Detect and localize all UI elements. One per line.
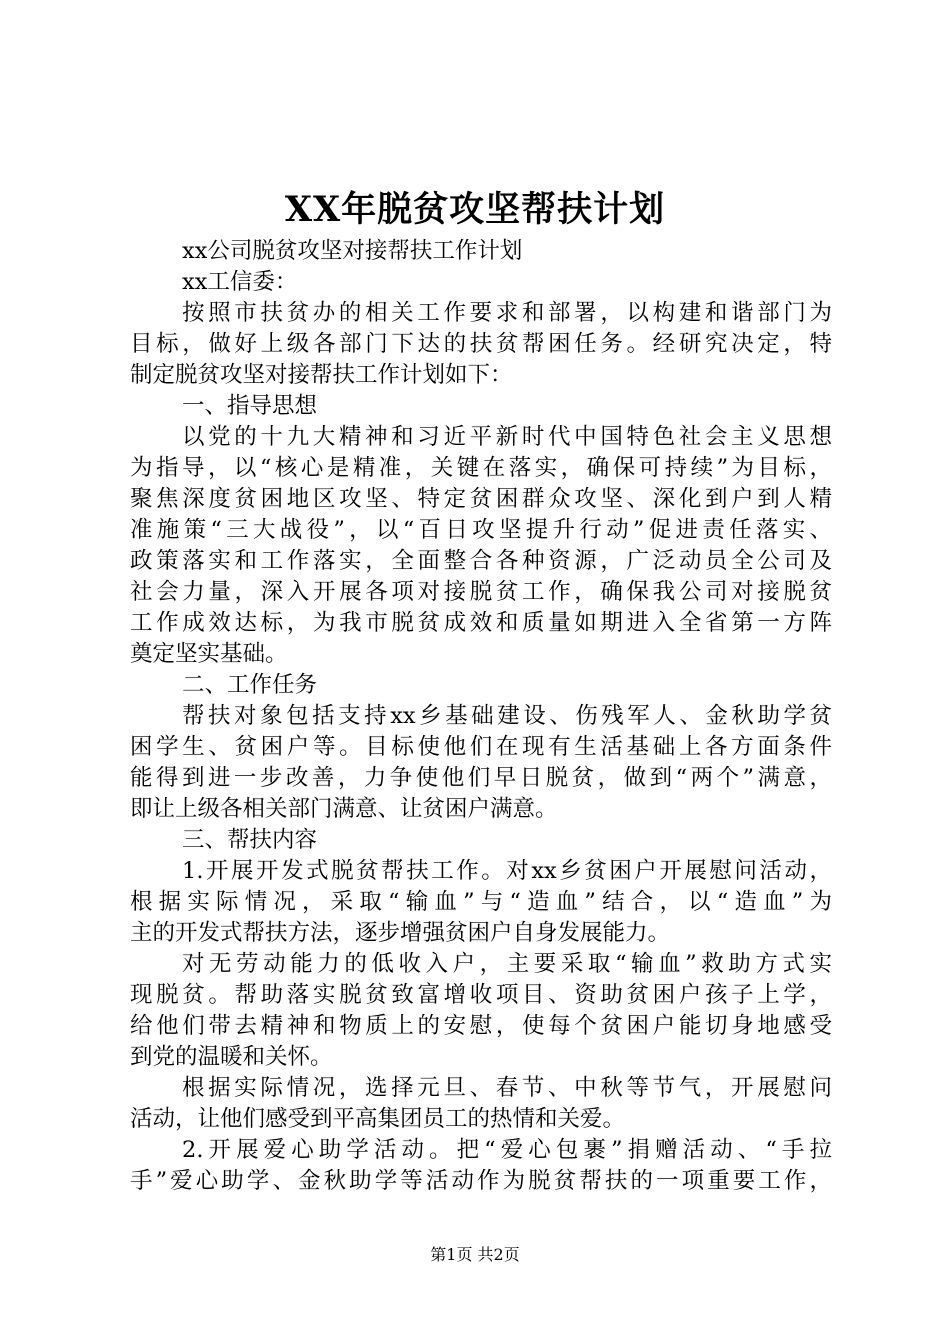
paragraph-line: 现脱贫。帮助落实脱贫致富增收项目、资助贫困户孩子上学， xyxy=(130,982,832,1008)
paragraph-line: 帮扶对象包括支持xx乡基础建设、伤残军人、金秋助学贫 xyxy=(182,703,832,729)
paragraph-line: 主的开发式帮扶方法，逐步增强贫困户自身发展能力。 xyxy=(130,920,671,946)
document-title: XX年脱贫攻坚帮扶计划 xyxy=(284,189,666,230)
paragraph-line: 为指导，以“核心是精准，关键在落实，确保可持续”为目标， xyxy=(130,455,832,481)
salutation-line: xx工信委： xyxy=(182,269,298,295)
paragraph-line: 工作成效达标，为我市脱贫成效和质量如期进入全省第一方阵 xyxy=(130,610,832,636)
paragraph-line: 按照市扶贫办的相关工作要求和部署，以构建和谐部门为 xyxy=(182,300,832,326)
paragraph-line: 对无劳动能力的低收入户，主要采取“输血”救助方式实 xyxy=(182,951,832,977)
paragraph-line: 到党的温暖和关怀。 xyxy=(130,1044,333,1070)
paragraph-line: 给他们带去精神和物质上的安慰，使每个贫困户能切身地感受 xyxy=(130,1013,832,1039)
paragraph-line: 目标，做好上级各部门下达的扶贫帮困任务。经研究决定，特 xyxy=(130,331,832,357)
section-heading: 二、工作任务 xyxy=(182,672,318,698)
paragraph-line: 即让上级各相关部门满意、让贫困户满意。 xyxy=(130,796,558,822)
paragraph-line: 根据实际情况，采取“输血”与“造血”结合，以“造血”为 xyxy=(130,889,832,915)
subtitle-line: xx公司脱贫攻坚对接帮扶工作计划 xyxy=(182,238,523,264)
paragraph-line: 奠定坚实基础。 xyxy=(130,641,288,667)
paragraph-line: 手”爱心助学、金秋助学等活动作为脱贫帮扶的一项重要工作， xyxy=(130,1168,832,1194)
paragraph-line: 制定脱贫攻坚对接帮扶工作计划如下： xyxy=(130,362,513,388)
paragraph-line: 根据实际情况，选择元旦、春节、中秋等节气，开展慰问 xyxy=(182,1075,832,1101)
paragraph-line: 准施策“三大战役”，以“百日攻坚提升行动”促进责任落实、 xyxy=(130,517,832,543)
paragraph-line: 2.开展爱心助学活动。把“爱心包裹”捐赠活动、“手拉 xyxy=(182,1137,832,1163)
paragraph-line: 政策落实和工作落实，全面整合各种资源，广泛动员全公司及 xyxy=(130,548,832,574)
page-footer: 第1页 共2页 xyxy=(430,1245,520,1264)
section-heading: 三、帮扶内容 xyxy=(182,827,318,853)
document-body xyxy=(130,236,832,1197)
paragraph-line: 困学生、贫困户等。目标使他们在现有生活基础上各方面条件 xyxy=(130,734,832,760)
paragraph-line: 社会力量，深入开展各项对接脱贫工作，确保我公司对接脱贫 xyxy=(130,579,832,605)
paragraph-line: 活动，让他们感受到平高集团员工的热情和关爱。 xyxy=(130,1106,626,1132)
paragraph-line: 能得到进一步改善，力争使他们早日脱贫，做到“两个”满意， xyxy=(130,765,832,791)
section-heading: 一、指导思想 xyxy=(182,393,318,419)
paragraph-line: 聚焦深度贫困地区攻坚、特定贫困群众攻坚、深化到户到人精 xyxy=(130,486,832,512)
paragraph-line: 1.开展开发式脱贫帮扶工作。对xx乡贫困户开展慰问活动， xyxy=(182,858,832,884)
paragraph-line: 以党的十九大精神和习近平新时代中国特色社会主义思想 xyxy=(182,424,832,450)
